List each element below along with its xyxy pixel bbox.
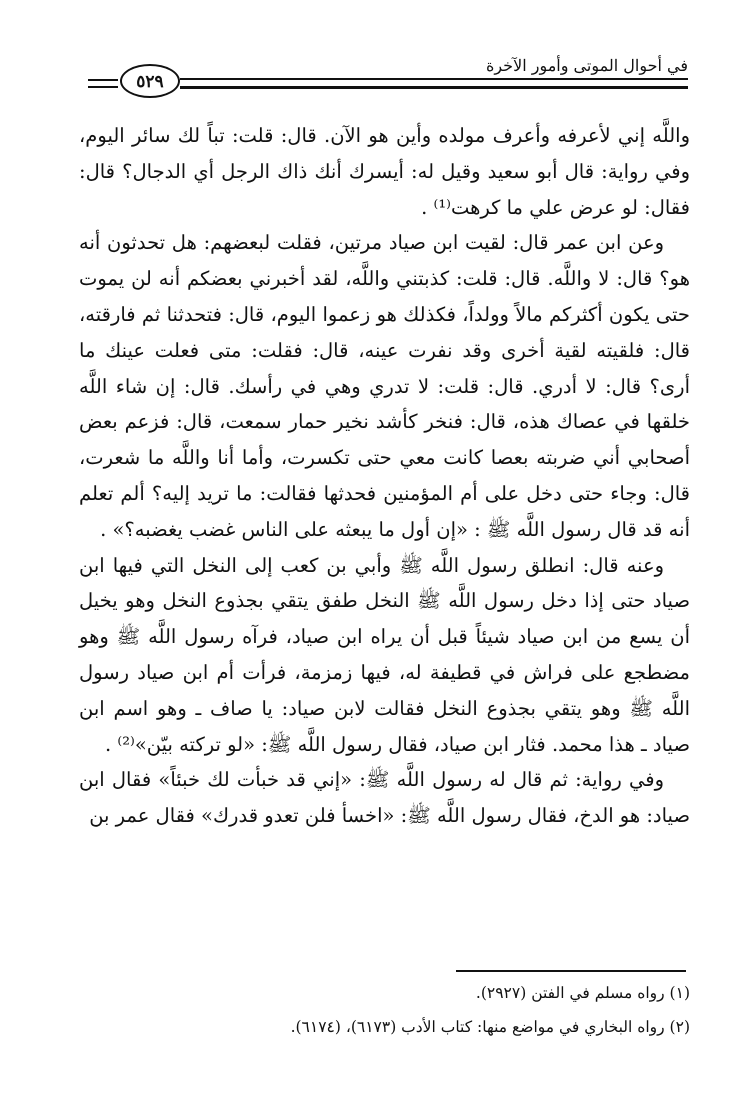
paragraph: وعنه قال: انطلق رسول اللَّه ﷺ وأبي بن كعب إلى النخل التي فيها ابن صياد حتى إذا دخل رسول اللَّه ﷺ النخل طفق يتقي بجذوع النخل وهو يخيل أن يسع من ابن صياد شيئاً قبل أن يراه ابن صياد، فرآه رسول اللَّه ﷺ وهو مضطجع على فراش في قطيفة له، فيها زمزمة، فرأت أم ابن صياد رسول اللَّه ﷺ وهو يتقي بجذوع النخل فقالت لابن صياد: يا صاف ـ وهو اسم ابن صياد ـ هذا محمد. فثار ابن صياد، فقال رسول اللَّه ﷺ: «لو تركته بيّن»⁽²⁾ .: [79, 553, 690, 756]
paragraph: وعن ابن عمر قال: لقيت ابن صياد مرتين، فقلت لبعضهم: هل تحدثون أنه هو؟ قال: لا واللَّه. قال: قلت: كذبتني واللَّه، لقد أخبرني بعضكم أنه لن يموت حتى يكون أكثركم مالاً وولداً، فكذلك هو زعموا اليوم، قال: فتحدثنا ثم فارقته، قال: فلقيته لقية أخرى وقد نفرت عينه، قال: فقلت: متى فعلت عينك ما أرى؟ قال: لا أدري. قال: قلت: لا تدري وهي في رأسك. قال: إن شاء اللَّه خلقها في عصاك هذه، قال: فنخر كأشد نخير حمار سمعت، قال: فزعم بعض أصحابي أني ضربته بعصا كانت معي حتى تكسرت، وأما أنا واللَّه ما شعرت، قال: وجاء حتى دخل على أم المؤمنين فحدثها فقالت: ما تريد إليه؟ ألم تعلم أنه قد قال رسول اللَّه ﷺ : «إن أول ما يبعثه على الناس غضب يغضبه؟» .: [79, 231, 690, 541]
main-text: [79, 118, 690, 834]
header-dash: [88, 86, 118, 88]
paragraph: واللَّه إني لأعرفه وأعرف مولده وأين هو الآن. قال: قلت: تباً لك سائر اليوم، وفي رواية: قال أبو سعيد وقيل له: أيسرك أنك ذاك الرجل أي الدجال؟ قال: فقال: لو عرض علي ما كرهت⁽¹⁾ .: [79, 124, 690, 219]
running-title: في أحوال الموتى وأمور الآخرة: [480, 56, 688, 75]
footnote: (١) رواه مسلم في الفتن (٢٩٢٧).: [475, 984, 690, 1002]
footnote: (٢) رواه البخاري في مواضع منها: كتاب الأدب (٦١٧٣)، (٦١٧٤).: [290, 1018, 690, 1036]
footnotes: [79, 976, 690, 1044]
header-rule: [180, 86, 688, 89]
header-dash: [88, 79, 118, 81]
page-header: [88, 56, 688, 98]
page-number: ٥٢٩: [120, 64, 180, 98]
header-rule: [180, 78, 688, 80]
footnote-separator: [456, 970, 686, 972]
paragraph: وفي رواية: ثم قال له رسول اللَّه ﷺ: «إني قد خبأت لك خبئاً» فقال ابن صياد: هو الدخ، فقال رسول اللَّه ﷺ: «اخسأ فلن تعدو قدرك» فقال عمر بن: [79, 768, 690, 828]
